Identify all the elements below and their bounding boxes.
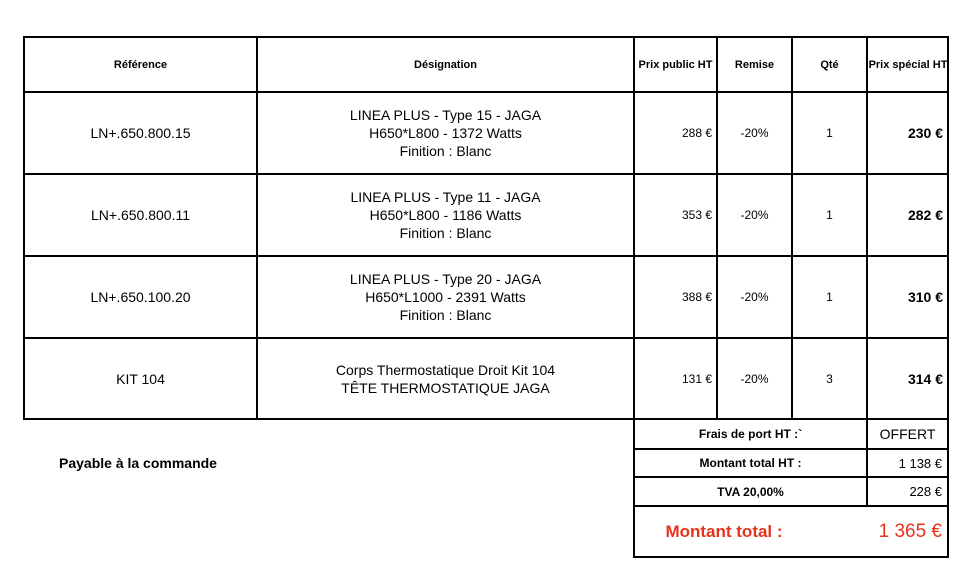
- designation-line: Finition : Blanc: [399, 225, 492, 241]
- row-remise: -20%: [740, 290, 769, 304]
- row-qte: 1: [826, 290, 833, 304]
- row-prix-special: 310 €: [907, 289, 943, 305]
- row-remise: -20%: [740, 126, 769, 140]
- row-prix-public: 131 €: [681, 371, 712, 386]
- montant-total-label: Montant total :: [665, 521, 783, 541]
- row-prix-public: 353 €: [681, 208, 712, 222]
- designation-line: Corps Thermostatique Droit Kit 104: [335, 361, 556, 378]
- tva-label: TVA 20,00%: [717, 484, 784, 499]
- designation-line: LINEA PLUS - Type 20 - JAGA: [349, 271, 542, 287]
- row-reference: KIT 104: [116, 370, 165, 387]
- designation-line: Finition : Blanc: [399, 307, 492, 323]
- row-prix-public: 388 €: [681, 290, 712, 304]
- row-qte: 1: [826, 126, 833, 140]
- row-designation: [258, 339, 633, 418]
- row-prix-special: 314 €: [907, 370, 943, 387]
- row-designation: [258, 257, 633, 337]
- row-prix-special: 282 €: [907, 207, 943, 223]
- tva-value: 228 €: [909, 484, 942, 499]
- header-prix-public: Prix public HT: [638, 58, 713, 71]
- designation-line: TÊTE THERMOSTATIQUE JAGA: [341, 379, 550, 396]
- header-reference: Référence: [113, 58, 168, 71]
- payment-note: Payable à la commande: [59, 455, 217, 471]
- designation-line: LINEA PLUS - Type 15 - JAGA: [349, 107, 542, 123]
- designation-line: Finition : Blanc: [399, 143, 492, 159]
- montant-ht-value: 1 138 €: [898, 455, 942, 471]
- row-remise: -20%: [740, 371, 769, 386]
- montant-ht-label: Montant total HT :: [699, 456, 802, 470]
- designation-line: H650*L800 - 1372 Watts: [369, 125, 522, 141]
- frais-de-port-value: OFFERT: [879, 426, 936, 442]
- header-qte: Qté: [820, 58, 839, 71]
- header-remise: Remise: [734, 58, 775, 71]
- row-reference: LN+.650.100.20: [90, 289, 191, 305]
- designation-line: H650*L800 - 1186 Watts: [369, 207, 522, 223]
- row-designation: [258, 93, 633, 173]
- row-qte: 3: [826, 371, 833, 386]
- row-designation: [258, 175, 633, 255]
- frais-de-port-label: Frais de port HT :`: [698, 427, 803, 441]
- designation-line: LINEA PLUS - Type 11 - JAGA: [350, 189, 541, 205]
- row-prix-special: 230 €: [907, 125, 943, 141]
- row-reference: LN+.650.800.11: [91, 207, 190, 223]
- row-remise: -20%: [740, 208, 769, 222]
- row-reference: LN+.650.800.15: [90, 125, 191, 141]
- header-designation: Désignation: [414, 58, 477, 71]
- header-prix-special: Prix spécial HT: [868, 58, 948, 71]
- row-prix-public: 288 €: [681, 126, 712, 140]
- row-qte: 1: [826, 208, 833, 222]
- montant-total-value: 1 365 €: [878, 520, 942, 542]
- designation-line: H650*L1000 - 2391 Watts: [365, 289, 526, 305]
